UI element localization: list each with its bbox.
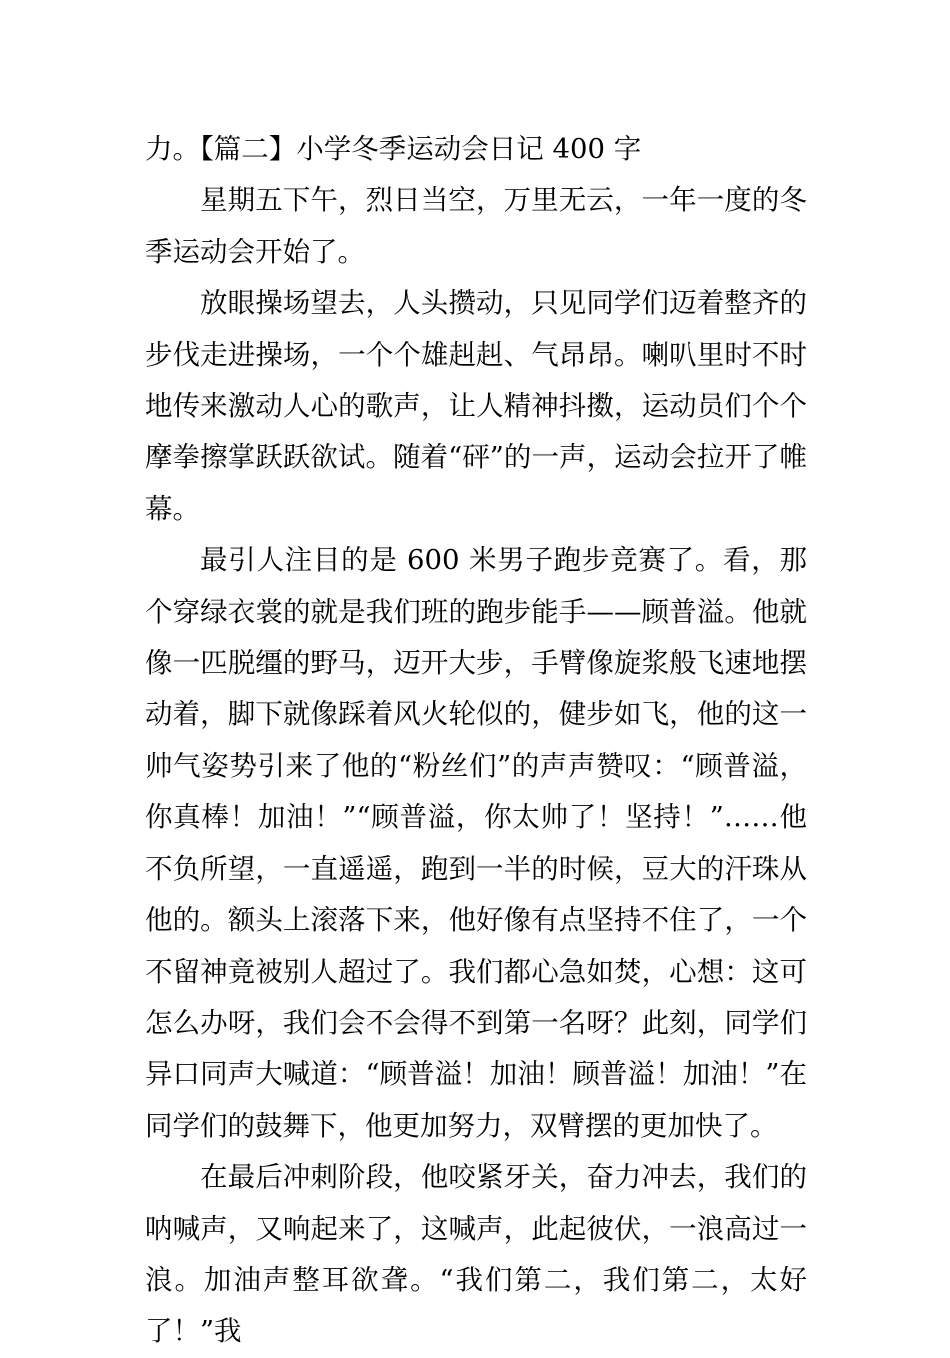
paragraph-playground: 放眼操场望去，人头攒动，只见同学们迈着整齐的步伐走进操场，一个个雄赳赳、气昂昂。喇叭里时不时地传来激动人心的歌声，让人精神抖擞，运动员们个个摩拳擦掌跃跃欲试。随着“砰”的一声，运动会拉开了帷幕。 bbox=[145, 287, 807, 525]
paragraph-continuation-and-heading: 力。【篇二】小学冬季运动会日记 400 字 bbox=[145, 133, 642, 165]
paragraph-race: 最引人注目的是 600 米男子跑步竞赛了。看，那个穿绿衣裳的就是我们班的跑步能手——顾普溢。他就像一匹脱缰的野马，迈开大步，手臂像旋浆般飞速地摆动着，脚下就像踩着风火轮似的，健步如飞，他的这一帅气姿势引来了他的“粉丝们”的声声赞叹：“顾普溢，你真棒！加油！”“顾普溢，你太帅了！坚持！”……他不负所望，一直遥遥，跑到一半的时候，豆大的汗珠从他的。额头上滚落下来，他好像有点坚持不住了，一个不留神竟被别人超过了。我们都心急如焚，心想：这可怎么办呀，我们会不会得不到第一名呀？此刻，同学们异口同声大喊道：“顾普溢！加油！顾普溢！加油！”在同学们的鼓舞下，他更加努力，双臂摆的更加快了。 bbox=[145, 544, 807, 1142]
paragraph-opening: 星期五下午，烈日当空，万里无云，一年一度的冬季运动会开始了。 bbox=[145, 184, 807, 268]
document-page bbox=[145, 124, 807, 1358]
paragraph-sprint: 在最后冲刺阶段，他咬紧牙关，奋力冲去，我们的呐喊声，又响起来了，这喊声，此起彼伏，一浪高过一浪。加油声整耳欲聋。“我们第二，我们第二，太好了！”我 bbox=[145, 1161, 807, 1348]
